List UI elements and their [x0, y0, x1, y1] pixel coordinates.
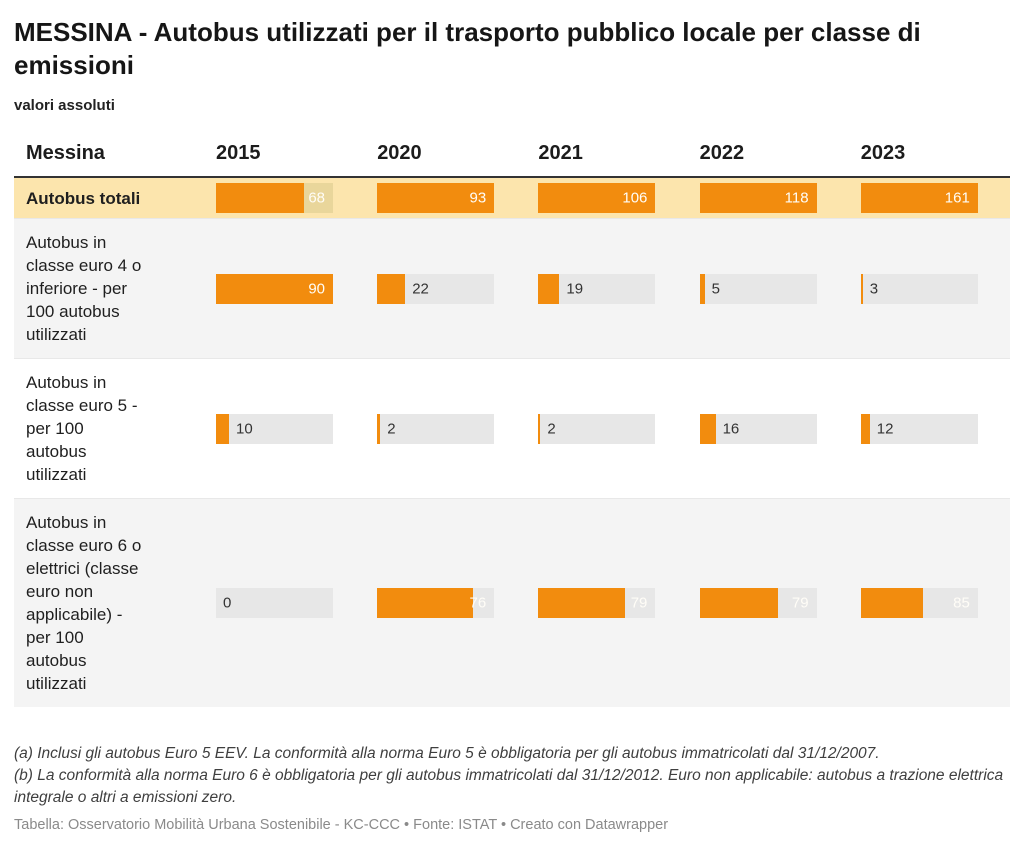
bar-value: 12 — [876, 420, 894, 437]
bar-value: 79 — [791, 594, 809, 612]
bar-cell — [365, 414, 526, 444]
bar-track — [216, 183, 333, 213]
table-row — [14, 498, 1010, 707]
bar-cell — [204, 414, 365, 444]
bar-cell — [688, 588, 849, 618]
bar — [538, 588, 625, 618]
table-row — [14, 358, 1010, 498]
column-header-2022: 2022 — [699, 142, 745, 164]
bar-value: 76 — [469, 594, 487, 612]
bar-track — [377, 274, 494, 304]
bar-value: 118 — [784, 189, 809, 207]
bar-cell — [526, 274, 687, 304]
table-body — [14, 178, 1010, 707]
bar — [861, 414, 870, 444]
bar-cell — [526, 414, 687, 444]
bar-cell — [204, 183, 365, 213]
bar-track — [538, 183, 655, 213]
bar-cell — [849, 414, 1010, 444]
bar-value: 93 — [469, 189, 487, 207]
table-header — [14, 142, 1010, 178]
bar-value: 161 — [944, 189, 970, 207]
row-label: Autobus in classe euro 4 o inferiore - per 100 autobus utilizzati — [26, 233, 142, 344]
bar — [216, 183, 304, 213]
footnotes — [14, 743, 1010, 809]
bar-track — [538, 588, 655, 618]
bar-track — [538, 274, 655, 304]
bar-cell — [849, 588, 1010, 618]
table-row — [14, 178, 1010, 218]
column-header-2020: 2020 — [377, 142, 422, 164]
bar — [861, 274, 863, 304]
bar-track — [700, 274, 817, 304]
bar — [861, 588, 923, 618]
bar-track — [216, 414, 333, 444]
bar-value: 2 — [547, 420, 556, 437]
bar-value: 16 — [722, 420, 740, 437]
chart-title: MESSINA - Autobus utilizzati per il trasporto pubblico locale per classe di emissioni — [14, 17, 921, 80]
column-header-2023: 2023 — [860, 142, 906, 164]
column-header-2015: 2015 — [216, 142, 261, 164]
bar — [216, 414, 229, 444]
bar-cell — [688, 274, 849, 304]
data-table — [14, 142, 1010, 707]
bar-cell — [526, 588, 687, 618]
bar — [377, 274, 405, 304]
bar — [700, 274, 705, 304]
bar — [700, 588, 778, 618]
bar-track — [861, 414, 978, 444]
bar-value: 19 — [566, 280, 584, 297]
column-header-messina: Messina — [26, 142, 105, 164]
bar — [538, 274, 559, 304]
bar-value: 10 — [236, 420, 253, 437]
bar — [700, 414, 716, 444]
bar-track — [861, 274, 978, 304]
bar-value: 68 — [308, 189, 325, 207]
bar-cell — [849, 183, 1010, 213]
bar-cell — [365, 183, 526, 213]
bar-track — [216, 274, 333, 304]
bar-track — [861, 183, 978, 213]
bar-cell — [365, 588, 526, 618]
bar-value: 79 — [630, 594, 648, 612]
bar-cell — [365, 274, 526, 304]
bar-value: 2 — [387, 420, 396, 437]
row-label: Autobus in classe euro 6 o elettrici (classe euro non applicabile) - per 100 autobus utilizzati — [26, 513, 142, 693]
row-label: Autobus totali — [26, 188, 141, 208]
bar — [377, 588, 473, 618]
bar-track — [377, 183, 494, 213]
bar-track — [538, 414, 655, 444]
bar-value: 5 — [711, 280, 720, 297]
row-label: Autobus in classe euro 5 - per 100 autobus utilizzati — [26, 373, 138, 484]
bar-track — [700, 588, 817, 618]
bar-track — [377, 414, 494, 444]
bar-value: 22 — [412, 280, 429, 297]
chart-subtitle: valori assoluti — [14, 97, 115, 114]
bar-track — [377, 588, 494, 618]
column-header-2021: 2021 — [538, 142, 583, 164]
bar-value: 90 — [308, 280, 325, 297]
bar-cell — [849, 274, 1010, 304]
bar-value: 3 — [869, 280, 879, 297]
bar-track — [861, 588, 978, 618]
bar-cell — [204, 588, 365, 618]
bar-cell — [204, 274, 365, 304]
footnote-a: (a) Inclusi gli autobus Euro 5 EEV. La conformità alla norma Euro 5 è obbligatoria per gli autobus immatricolati dal 31/12/2007. — [14, 745, 880, 762]
bar-cell — [526, 183, 687, 213]
bar-value: 85 — [953, 594, 970, 612]
bar — [377, 414, 380, 444]
table-row — [14, 218, 1010, 358]
bar — [538, 414, 540, 444]
source-caption: Tabella: Osservatorio Mobilità Urbana Sostenibile - KC-CCC • Fonte: ISTAT • Creato con Datawrapper — [14, 817, 669, 833]
bar-value: 106 — [622, 189, 648, 207]
bar-track — [700, 414, 817, 444]
bar-cell — [688, 183, 849, 213]
bar-cell — [688, 414, 849, 444]
bar-track — [216, 588, 333, 618]
bar-value: 0 — [223, 594, 232, 612]
bar-track — [700, 183, 817, 213]
footnote-b: (b) La conformità alla norma Euro 6 è obbligatoria per gli autobus immatricolati dal 31/12/2012. Euro non applicabile: autobus a trazione elettrica integrale o altri a emissioni zero. — [14, 767, 1004, 806]
